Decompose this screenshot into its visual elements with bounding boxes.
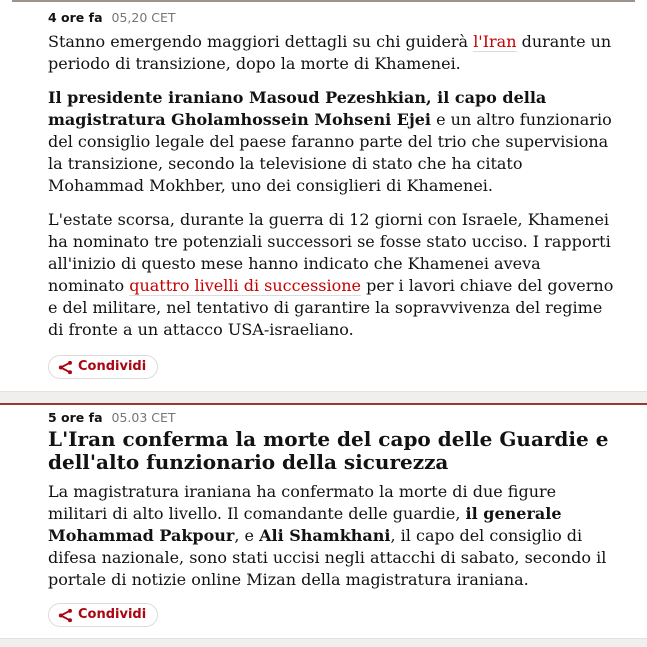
share-button-label: Condividi bbox=[78, 607, 147, 622]
paragraph-bold-text: il generale Mohammad Pakpour bbox=[48, 504, 562, 545]
paragraph-bold-text: Ali Shamkhani bbox=[259, 526, 391, 545]
paragraph bbox=[48, 87, 619, 197]
post-timestamp bbox=[48, 10, 619, 25]
paragraph-text: Stanno emergendo maggiori dettagli su chi guiderà bbox=[48, 32, 474, 51]
paragraph bbox=[48, 31, 619, 75]
paragraph-text: durante un periodo di transizione, dopo la morte di Khamenei. bbox=[48, 32, 612, 73]
time-ago-label: 4 ore fa bbox=[48, 10, 103, 25]
paragraph-text: per i lavori chiave del governo e del militare, nel tentativo di garantire la sopravvivenza del regime di fronte a un attacco USA-israeliano. bbox=[48, 276, 614, 339]
time-ago-label: 5 ore fa bbox=[48, 410, 103, 425]
paragraph-text: e un altro funzionario del consiglio legale del paese faranno parte del trio che supervisiona la transizione, secondo la televisione di stato che ha citato Mohammad Mokhber, uno dei consiglieri di Khamenei. bbox=[48, 110, 612, 195]
succession-link[interactable]: quattro livelli di successione bbox=[129, 276, 362, 295]
section-divider-bottom bbox=[0, 638, 647, 647]
post-timestamp bbox=[48, 410, 619, 425]
share-button-label: Condividi bbox=[78, 359, 147, 374]
section-divider bbox=[0, 391, 647, 403]
time-clock-label: 05,20 CET bbox=[111, 10, 176, 25]
paragraph bbox=[48, 209, 619, 341]
share-button[interactable] bbox=[48, 603, 158, 627]
paragraph-text: L'estate scorsa, durante la guerra di 12 giorni con Israele, Khamenei ha nominato tre potenziali successori se fosse stato ucciso. I rapporti all'inizio di questo mese hanno indicato che Khamenei aveva nominato bbox=[48, 210, 611, 295]
share-button[interactable] bbox=[48, 355, 158, 379]
paragraph-bold-text: Il presidente iraniano Masoud Pezeshkian, il capo della magistratura Gholamhossein Mohseni Ejei bbox=[48, 88, 547, 129]
paragraph-text: La magistratura iraniana ha confermato la morte di due figure militari di alto livello. Il comandante delle guardie, bbox=[48, 482, 557, 523]
liveblog-post-1 bbox=[12, 0, 635, 386]
paragraph bbox=[48, 481, 619, 591]
post-headline: L'Iran conferma la morte del capo delle Guardie e dell'alto funzionario della sicurezza bbox=[48, 427, 609, 474]
iran-link[interactable]: l'Iran bbox=[473, 32, 517, 51]
paragraph-text: , il capo del consiglio di difesa nazionale, sono stati uccisi negli attacchi di sabato, secondo il portale di notizie online Mizan della magistratura iraniana. bbox=[48, 526, 607, 589]
share-icon bbox=[58, 360, 73, 375]
paragraph-text: , e bbox=[234, 526, 260, 545]
time-clock-label: 05.03 CET bbox=[111, 410, 176, 425]
share-icon bbox=[58, 608, 73, 623]
